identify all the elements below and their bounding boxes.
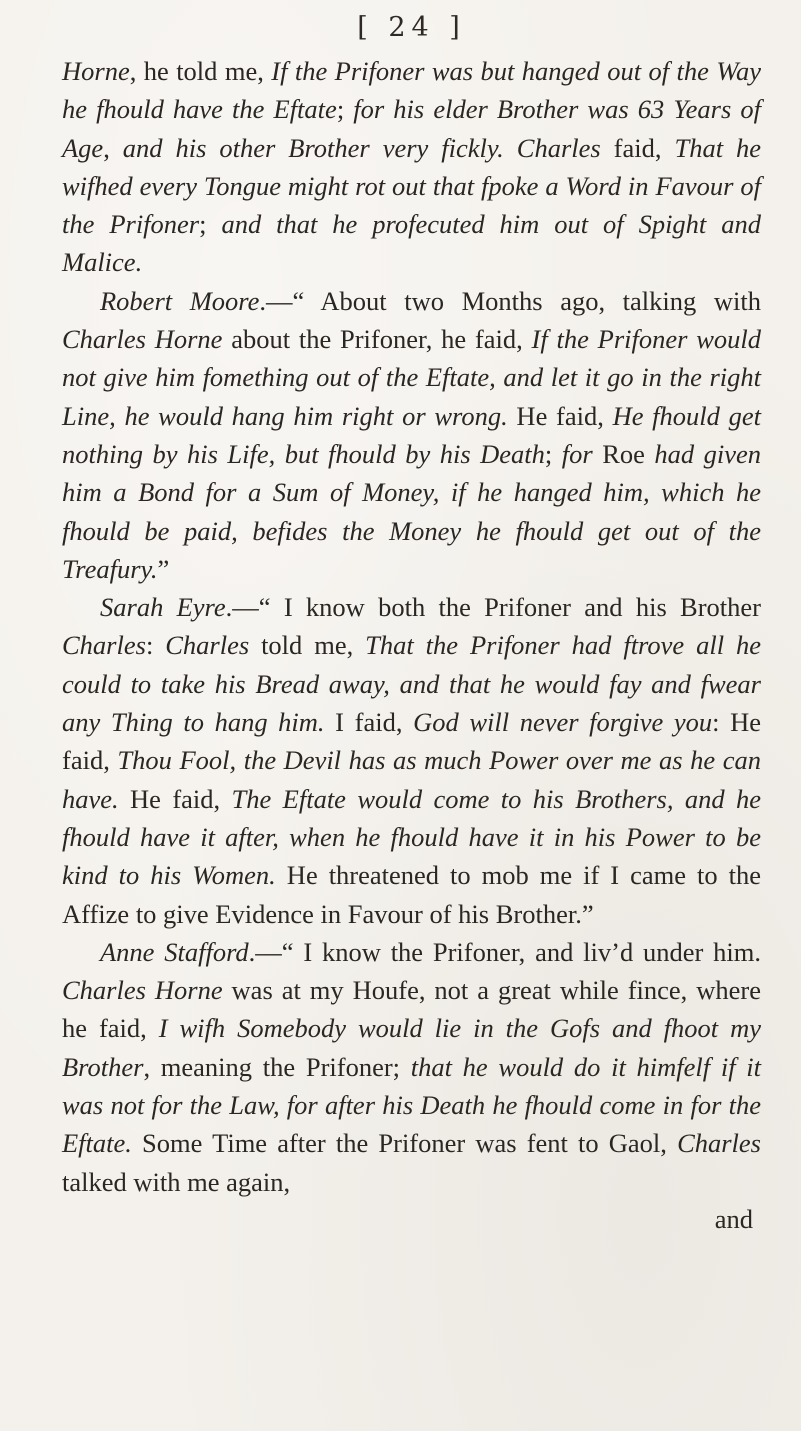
italic-run: Anne Stafford [100, 936, 249, 967]
roman-run: ; [544, 438, 562, 469]
italic-run: Charles [62, 630, 146, 661]
roman-run: : He faid, [62, 707, 762, 776]
roman-run: told me, [249, 630, 366, 661]
roman-run [504, 133, 517, 163]
catchword: and [714, 1203, 753, 1234]
paragraph-robert-moore [62, 282, 761, 588]
roman-run: ; [199, 209, 222, 240]
roman-run: , he told me, [129, 56, 272, 86]
roman-run: ” [157, 553, 170, 584]
italic-run: If the Prifoner would not give him fomething out of the Eftate, and let it go in the right Line, he would hang him right or wrong. [62, 324, 761, 431]
paragraph-anne-stafford [62, 933, 761, 1201]
roman-run: faid, [600, 132, 675, 163]
roman-run: He faid, [118, 783, 232, 814]
italic-run: and that he profecuted him out of Spight and Malice. [62, 209, 761, 278]
italic-run: Charles [165, 630, 250, 661]
italic-run: and his other Brother very fickly. [122, 132, 504, 163]
page-number: [ 24 ] [357, 12, 466, 43]
paragraph-sarah-eyre [62, 588, 761, 933]
roman-run: .—“ I know both the Prifoner and his Brother [225, 592, 761, 623]
roman-run: : [145, 630, 166, 661]
roman-run: , meaning the Prifoner; [143, 1051, 411, 1082]
italic-run: had given him a Bond for a Sum of Money, if he hanged him, which he fhould be paid, befides the Money he fhould get out of the Treafury. [62, 438, 761, 584]
italic-run: The Eftate would come to his Brothers, and he fhould have it after, when he fhould have it in his Power to be kind to his Women. [62, 783, 761, 891]
roman-run: , [103, 132, 123, 163]
italic-run: Robert Moore [100, 285, 260, 316]
italic-run: God will never forgive you [413, 707, 713, 738]
roman-run: Some Time after the Prifoner was fent to Gaol, [131, 1128, 678, 1159]
roman-run: He threatened to mob me if I came to the Affize to give Evidence in Favour of his Brother.” [62, 860, 761, 929]
italic-run: If the Prifoner was but hanged out of the Way he fhould have the Eftate [62, 56, 761, 125]
roman-run: .—“ I know the Prifoner, and liv’d under him. [248, 936, 761, 967]
paragraph-horne-statement [62, 52, 761, 282]
italic-run: That the Prifoner had ftrove all he could to take his Bread away, and that he would fay and fwear any Thing to hang him. [62, 630, 761, 738]
roman-run: about the Prifoner, he faid, [222, 324, 532, 355]
roman-run: ; [336, 94, 354, 125]
roman-run: was at my Houfe, not a great while fince, where he faid, [62, 975, 761, 1044]
italic-run: Horne [62, 56, 130, 86]
roman-run: He faid, [507, 400, 613, 431]
italic-run: for his elder Brother was 63 Years of Age [62, 94, 761, 163]
italic-run: Charles [516, 132, 601, 163]
italic-run: for [561, 438, 593, 469]
body-text [62, 52, 761, 1201]
italic-run: that he would do it himfelf if it was not for the Law, for after his Death he fhould come in for the Eftate. [62, 1051, 761, 1159]
roman-run: I faid, [324, 707, 414, 738]
italic-run: Charles Horne [62, 324, 223, 355]
roman-run: talked with me again, [62, 1166, 291, 1197]
italic-run: Charles [677, 1128, 761, 1159]
italic-run: That he wifhed every Tongue might rot out that fpoke a Word in Favour of the Prifoner [62, 132, 762, 240]
italic-run: Charles Horne [62, 975, 223, 1006]
roman-run: .—“ About two Months ago, talking with [259, 285, 761, 316]
roman-run: Roe [592, 438, 655, 469]
italic-run: Thou Fool, the Devil has as much Power over me as he can have. [62, 745, 761, 814]
italic-run: I wifh Somebody would lie in the Gofs and fhoot my Brother [62, 1013, 761, 1082]
italic-run: Sarah Eyre [100, 592, 226, 623]
italic-run: He fhould get nothing by his Life, but fhould by his Death [62, 400, 761, 469]
